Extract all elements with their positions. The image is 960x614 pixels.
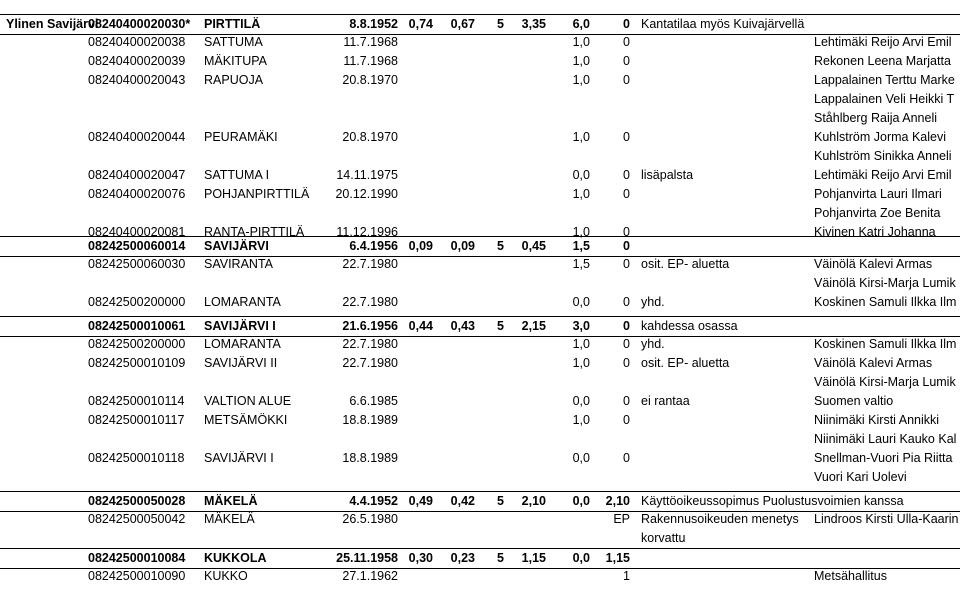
- table-row: [0, 491, 960, 512]
- property-id: 08242500010118: [88, 451, 185, 465]
- property-id: 08240400020030*: [88, 17, 191, 31]
- owner: Lappalainen Terttu Marke: [814, 73, 955, 87]
- lake-name: Ylinen Savijärvi: [6, 17, 99, 31]
- register-date: 22.7.1980: [342, 337, 398, 351]
- value-col-2: 0,43: [450, 319, 475, 333]
- table-row: [0, 109, 960, 128]
- register-date: 6.4.1956: [349, 239, 398, 253]
- value-col-6: 0: [623, 257, 630, 271]
- value-col-6: 0: [623, 239, 630, 253]
- owner: Väinölä Kalevi Armas: [814, 257, 933, 271]
- value-col-5: 1,0: [572, 35, 590, 49]
- value-col-6: 0: [623, 356, 630, 370]
- register-date: 22.7.1980: [342, 356, 398, 370]
- note: yhd.: [641, 337, 665, 351]
- value-col-6: 0: [623, 54, 630, 68]
- table-row: [0, 185, 960, 204]
- property-id: 08242500010117: [88, 413, 185, 427]
- property-id: 08240400020039: [88, 54, 186, 68]
- table-row: [0, 274, 960, 293]
- property-name: MÄKELÄ: [204, 512, 255, 526]
- table-row: [0, 90, 960, 109]
- value-col-6: 0: [623, 73, 630, 87]
- value-col-1: 0,74: [408, 17, 433, 31]
- property-id: 08242500060014: [88, 239, 186, 253]
- value-col-6: 0: [623, 17, 630, 31]
- register-date: 20.8.1970: [342, 73, 398, 87]
- table-row: [0, 335, 960, 354]
- table-row: [0, 529, 960, 548]
- property-name: SATTUMA: [204, 35, 263, 49]
- owner: Metsähallitus: [814, 569, 887, 583]
- owner: Ståhlberg Raija Anneli: [814, 111, 937, 125]
- property-name: MÄKITUPA: [204, 54, 267, 68]
- value-col-4: 1,15: [521, 551, 546, 565]
- table-row: [0, 71, 960, 90]
- note: osit. EP- aluetta: [641, 257, 730, 271]
- table-row: [0, 567, 960, 586]
- value-col-5: 0,0: [572, 551, 590, 565]
- property-name: PEURAMÄKI: [204, 130, 278, 144]
- property-id: 08240400020047: [88, 168, 186, 182]
- value-col-5: 1,0: [572, 73, 590, 87]
- value-col-1: 0,30: [408, 551, 433, 565]
- value-col-5: 1,0: [572, 337, 590, 351]
- owner: Väinölä Kalevi Armas: [814, 356, 933, 370]
- owner: Koskinen Samuli Ilkka Ilm: [814, 337, 957, 351]
- value-col-5: 0,0: [572, 494, 590, 508]
- property-name: LOMARANTA: [204, 337, 281, 351]
- property-id: 08242500050042: [88, 512, 186, 526]
- property-name: MÄKELÄ: [204, 494, 258, 508]
- property-id: 08242500200000: [88, 337, 186, 351]
- register-date: 20.8.1970: [342, 130, 398, 144]
- value-col-5: 1,0: [572, 187, 590, 201]
- table-row: [0, 166, 960, 185]
- value-col-6: 1,15: [605, 551, 630, 565]
- owner: Koskinen Samuli Ilkka Ilm: [814, 295, 957, 309]
- table-row: [0, 236, 960, 257]
- register-date: 11.7.1968: [343, 35, 398, 49]
- table-row: [0, 33, 960, 52]
- property-id: 08242500010061: [88, 319, 186, 333]
- value-col-6: 0: [623, 413, 630, 427]
- value-col-2: 0,67: [450, 17, 475, 31]
- value-col-4: 2,15: [521, 319, 546, 333]
- property-id: 08242500200000: [88, 295, 186, 309]
- value-col-5: 0,0: [572, 295, 590, 309]
- owner: Suomen valtio: [814, 394, 894, 408]
- table-row: [0, 255, 960, 274]
- property-id: 08242500060030: [88, 257, 186, 271]
- table-row: [0, 373, 960, 392]
- value-col-1: 0,09: [408, 239, 433, 253]
- property-name: SAVIRANTA: [204, 257, 273, 271]
- value-col-4: 3,35: [521, 17, 546, 31]
- table-row: [0, 147, 960, 166]
- value-col-6: 0: [623, 394, 630, 408]
- register-date: 18.8.1989: [342, 451, 398, 465]
- register-date: 18.8.1989: [342, 413, 398, 427]
- value-col-5: 1,5: [572, 239, 590, 253]
- value-col-6: 0: [623, 451, 630, 465]
- table-row: [0, 128, 960, 147]
- value-col-6: 0: [623, 35, 630, 49]
- register-date: 4.4.1952: [349, 494, 398, 508]
- register-date: 8.8.1952: [349, 17, 398, 31]
- property-name: SAVIJÄRVI II: [204, 356, 278, 370]
- property-name: PIRTTILÄ: [204, 17, 261, 31]
- register-date: 22.7.1980: [342, 295, 398, 309]
- owner: Väinölä Kirsi-Marja Lumik: [814, 375, 956, 389]
- property-id: 08242500010090: [88, 569, 186, 583]
- value-col-5: 1,0: [572, 356, 590, 370]
- owner: Lappalainen Veli Heikki T: [814, 92, 955, 106]
- table-row: [0, 392, 960, 411]
- value-col-4: 2,10: [521, 494, 546, 508]
- value-col-6: 0: [623, 319, 630, 333]
- register-date: 11.7.1968: [343, 54, 398, 68]
- register-date: 14.11.1975: [336, 168, 398, 182]
- value-col-6: 0: [623, 130, 630, 144]
- value-col-3: 5: [497, 551, 504, 565]
- note: korvattu: [641, 531, 686, 545]
- property-name: METSÄMÖKKI: [204, 413, 288, 427]
- property-id: 08240400020076: [88, 187, 186, 201]
- owner: Kuhlström Jorma Kalevi: [814, 130, 946, 144]
- value-col-4: 0,45: [521, 239, 546, 253]
- property-id: 08240400020044: [88, 130, 186, 144]
- value-col-1: 0,44: [408, 319, 433, 333]
- value-col-6: EP: [613, 512, 630, 526]
- property-id: 08242500010084: [88, 551, 186, 565]
- note: lisäpalsta: [641, 168, 694, 182]
- property-id: 08240400020081: [88, 225, 186, 239]
- value-col-5: 1,0: [572, 413, 590, 427]
- owner: Pohjanvirta Lauri Ilmari: [814, 187, 942, 201]
- table-row: [0, 510, 960, 529]
- register-date: 22.7.1980: [342, 257, 398, 271]
- note: osit. EP- aluetta: [641, 356, 730, 370]
- owner: Pohjanvirta Zoe Benita: [814, 206, 941, 220]
- property-name: SAVIJÄRVI I: [204, 451, 274, 465]
- table-row: [0, 204, 960, 223]
- note: Käyttöoikeussopimus Puolustusvoimien kanssa: [641, 494, 904, 508]
- owner: Niinimäki Kirsti Annikki: [814, 413, 940, 427]
- value-col-2: 0,09: [450, 239, 475, 253]
- table-row: [0, 548, 960, 569]
- value-col-3: 5: [497, 494, 504, 508]
- owner: Lehtimäki Reijo Arvi Emil: [814, 35, 952, 49]
- owner: Väinölä Kirsi-Marja Lumik: [814, 276, 956, 290]
- property-name: SATTUMA I: [204, 168, 270, 182]
- value-col-3: 5: [497, 319, 504, 333]
- value-col-5: 3,0: [572, 319, 590, 333]
- property-name: RAPUOJA: [204, 73, 264, 87]
- owner: Kuhlström Sinikka Anneli: [814, 149, 952, 163]
- property-name: RANTA-PIRTTILÄ: [204, 225, 305, 239]
- table-row: [0, 52, 960, 71]
- note: kahdessa osassa: [641, 319, 738, 333]
- property-name: SAVIJÄRVI I: [204, 319, 276, 333]
- property-name: SAVIJÄRVI: [204, 239, 269, 253]
- table-row: [0, 411, 960, 430]
- note: Rakennusoikeuden menetys: [641, 512, 799, 526]
- register-date: 21.6.1956: [342, 319, 398, 333]
- register-date: 25.11.1958: [336, 551, 398, 565]
- property-id: 08242500050028: [88, 494, 186, 508]
- table-row: [0, 293, 960, 312]
- owner: Kivinen Katri Johanna: [814, 225, 936, 239]
- property-id: 08242500010109: [88, 356, 186, 370]
- value-col-5: 1,5: [572, 257, 590, 271]
- value-col-6: 0: [623, 168, 630, 182]
- table-row: [0, 449, 960, 468]
- table-row: [0, 430, 960, 449]
- owner: Lehtimäki Reijo Arvi Emil: [814, 168, 952, 182]
- property-id: 08240400020043: [88, 73, 186, 87]
- register-date: 6.6.1985: [349, 394, 398, 408]
- owner: Snellman-Vuori Pia Riitta: [814, 451, 953, 465]
- owner: Rekonen Leena Marjatta: [814, 54, 951, 68]
- owner: Lindroos Kirsti Ulla-Kaarin: [814, 512, 959, 526]
- owner: Vuori Kari Uolevi: [814, 470, 907, 484]
- property-id: 08240400020038: [88, 35, 186, 49]
- value-col-5: 6,0: [572, 17, 590, 31]
- table-row: [0, 316, 960, 337]
- register-date: 27.1.1962: [342, 569, 398, 583]
- value-col-5: 1,0: [572, 54, 590, 68]
- property-name: VALTION ALUE: [204, 394, 292, 408]
- property-name: KUKKO: [204, 569, 248, 583]
- register-date: 26.5.1980: [342, 512, 398, 526]
- note: Kantatilaa myös Kuivajärvellä: [641, 17, 805, 31]
- table-row: [0, 468, 960, 487]
- note: yhd.: [641, 295, 665, 309]
- value-col-3: 5: [497, 17, 504, 31]
- value-col-3: 5: [497, 239, 504, 253]
- table-row: [0, 14, 960, 35]
- property-id: 08242500010114: [88, 394, 185, 408]
- value-col-6: 0: [623, 337, 630, 351]
- note: ei rantaa: [641, 394, 690, 408]
- value-col-1: 0,49: [408, 494, 433, 508]
- value-col-5: 1,0: [572, 130, 590, 144]
- value-col-6: 0: [623, 187, 630, 201]
- value-col-6: 0: [623, 225, 630, 239]
- value-col-2: 0,42: [450, 494, 475, 508]
- value-col-5: 0,0: [572, 168, 590, 182]
- register-date: 11.12.1996: [336, 225, 398, 239]
- table-row: [0, 354, 960, 373]
- value-col-5: 0,0: [572, 451, 590, 465]
- property-name: POHJANPIRTTILÄ: [204, 187, 310, 201]
- value-col-6: 1: [623, 569, 630, 583]
- property-name: KUKKOLA: [204, 551, 267, 565]
- value-col-5: 1,0: [572, 225, 590, 239]
- value-col-6: 2,10: [605, 494, 630, 508]
- value-col-2: 0,23: [450, 551, 475, 565]
- property-name: LOMARANTA: [204, 295, 281, 309]
- register-date: 20.12.1990: [335, 187, 398, 201]
- value-col-5: 0,0: [572, 394, 590, 408]
- value-col-6: 0: [623, 295, 630, 309]
- owner: Niinimäki Lauri Kauko Kal: [814, 432, 957, 446]
